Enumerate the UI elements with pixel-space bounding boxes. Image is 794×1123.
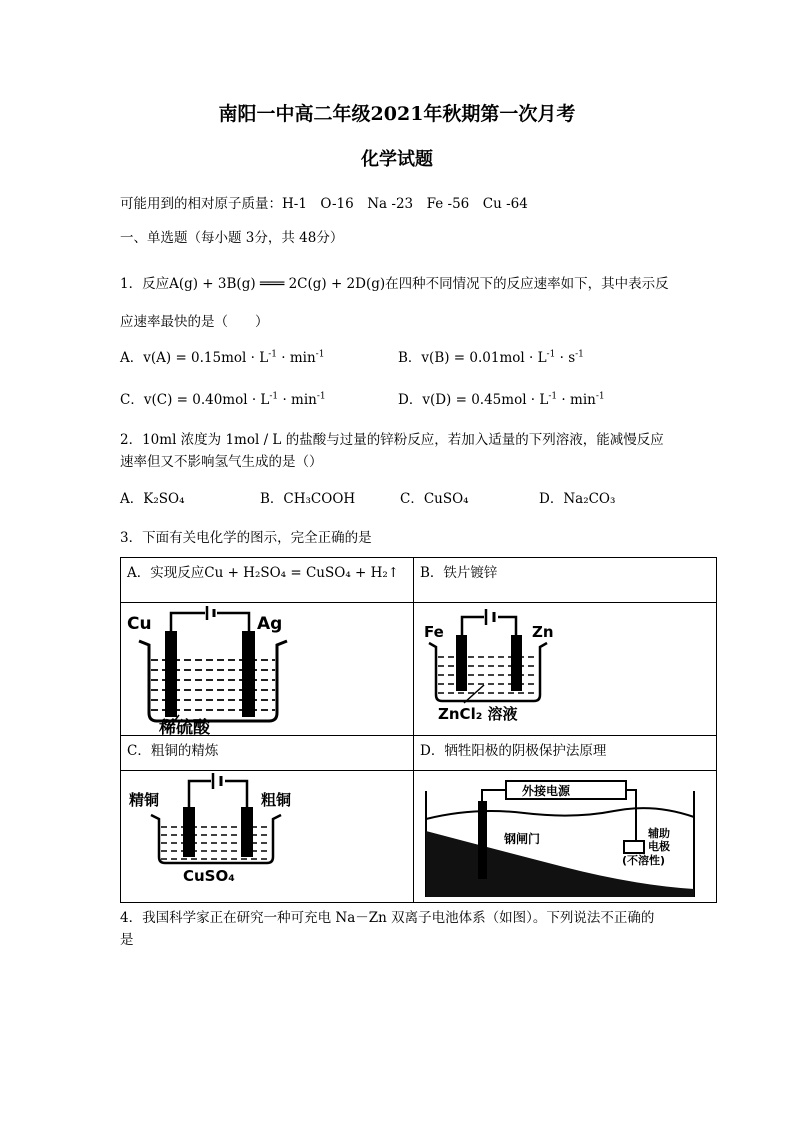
q3-caption-d: D．牺牲阳极的阴极保护法原理 [420, 743, 607, 759]
q3-cell-a-caption[interactable] [121, 558, 414, 603]
q1-option-c[interactable] [120, 388, 326, 408]
q2-option-formula: CuSO₄ [423, 491, 469, 507]
q2-option-formula: K₂SO₄ [143, 491, 185, 507]
q4-stem-line2: 是 [120, 932, 134, 948]
fig-b-left-label: Fe [424, 623, 444, 641]
q1-option-exp: -1 [268, 349, 277, 360]
q3-caption-c: C．粗铜的精炼 [127, 743, 219, 759]
q1-option-exp: -1 [315, 349, 325, 360]
q1-option-unit: · min [278, 392, 317, 408]
q2-stem-line2: 速率但又不影响氢气生成的是（） [120, 454, 323, 470]
fig-c-right-label: 粗铜 [261, 791, 292, 809]
fig-a-left-label: Cu [127, 614, 152, 634]
fig-d-aux-label-1: 辅助 [648, 827, 670, 840]
q1-stem [120, 272, 669, 292]
q3-cell-d-caption[interactable] [414, 736, 717, 771]
q1-stem-suffix: 在四种不同情况下的反应速率如下，其中表示反 [385, 276, 669, 292]
q3-cell-c-caption[interactable] [121, 736, 414, 771]
q1-option-exp: -1 [316, 391, 326, 402]
fig-b-right-label: Zn [532, 623, 554, 641]
copper-refining-figure-c [121, 771, 414, 902]
q3-figure-d-cell [414, 771, 717, 903]
q2-option-d[interactable] [539, 487, 615, 507]
q3-caption-b: B．铁片镀锌 [420, 565, 498, 581]
page-subtitle: 化学试题 [361, 149, 433, 170]
q1-option-exp: -1 [548, 391, 558, 402]
electrolysis-figure-a [121, 603, 414, 735]
fig-c-solution-label: CuSO₄ [183, 867, 235, 885]
q3-stem: 3．下面有关电化学的图示，完全正确的是 [120, 530, 372, 546]
q2-option-formula: CH₃COOH [283, 491, 356, 507]
q3-cell-b-caption[interactable] [414, 558, 717, 603]
fig-d-aux-label-2: 电极 [648, 840, 670, 853]
q1-option-label: C． [120, 392, 144, 408]
q1-option-d[interactable] [398, 388, 605, 408]
q1-reaction: A(g) + 3B(g) ═══ 2C(g) + 2D(g) [169, 276, 386, 292]
q1-option-value: v(C) = 0.40mol · L [143, 392, 270, 408]
q1-stem-prefix: 1．反应 [120, 276, 170, 292]
q1-option-unit: · s [555, 350, 576, 366]
q1-option-value: v(A) = 0.15mol · L [143, 350, 269, 366]
fig-b-solution-label: ZnCl₂ 溶液 [438, 705, 518, 723]
q1-option-exp: -1 [546, 349, 556, 360]
q2-option-label: A． [120, 491, 144, 507]
q2-stem-line1: 2．10ml 浓度为 1mol / L 的盐酸与过量的锌粉反应，若加入适量的下列溶液，能减慢反应 [120, 432, 664, 448]
q1-option-exp: -1 [595, 391, 605, 402]
fig-d-source-label: 外接电源 [522, 784, 571, 798]
fig-c-left-label: 精铜 [129, 791, 160, 809]
q3-figure-a-cell [121, 603, 414, 736]
q2-option-formula: Na₂CO₃ [563, 491, 616, 507]
q2-option-b[interactable] [260, 487, 355, 507]
q1-option-label: D． [398, 392, 423, 408]
q4-stem-line1: 4．我国科学家正在研究一种可充电 Na－Zn 双离子电池体系（如图）。下列说法不正确的 [120, 910, 655, 926]
q2-option-label: C． [400, 491, 424, 507]
q2-option-label: D． [539, 491, 564, 507]
q1-option-unit: · min [557, 392, 596, 408]
fig-a-right-label: Ag [257, 614, 283, 634]
q1-option-value: v(D) = 0.45mol · L [422, 392, 549, 408]
q1-option-a[interactable] [120, 346, 324, 366]
fig-d-gate-label: 钢闸门 [504, 832, 541, 846]
section-heading: 一、单选题（每小题 3分，共 48分） [120, 230, 344, 246]
q1-option-exp: -1 [269, 391, 279, 402]
q1-option-label: A． [120, 350, 144, 366]
q1-option-unit: · min [276, 350, 316, 366]
q2-option-label: B． [260, 491, 284, 507]
electroplating-figure-b [414, 603, 717, 735]
q1-option-value: v(B) = 0.01mol · L [421, 350, 547, 366]
q3-caption-a: A．实现反应Cu + H₂SO₄ = CuSO₄ + H₂↑ [127, 565, 400, 581]
q3-figure-b-cell [414, 603, 717, 736]
q2-option-a[interactable] [120, 487, 184, 507]
q1-option-exp: -1 [575, 349, 584, 360]
fig-a-solution-label: 稀硫酸 [159, 718, 210, 735]
page-title: 南阳一中高二年级2021年秋期第一次月考 [218, 103, 576, 125]
fig-d-aux-label-3: (不溶性) [622, 854, 666, 867]
q3-figure-c-cell [121, 771, 414, 903]
q1-option-b[interactable] [398, 346, 584, 366]
q1-stem-line2: 应速率最快的是（ ） [120, 314, 269, 330]
cathodic-protection-figure-d [414, 771, 717, 902]
atomic-masses: 可能用到的相对原子质量：H-1 O-16 Na -23 Fe -56 Cu -64 [120, 196, 528, 212]
q2-option-c[interactable] [400, 487, 469, 507]
q3-options-table [120, 557, 717, 903]
q1-option-label: B． [398, 350, 422, 366]
